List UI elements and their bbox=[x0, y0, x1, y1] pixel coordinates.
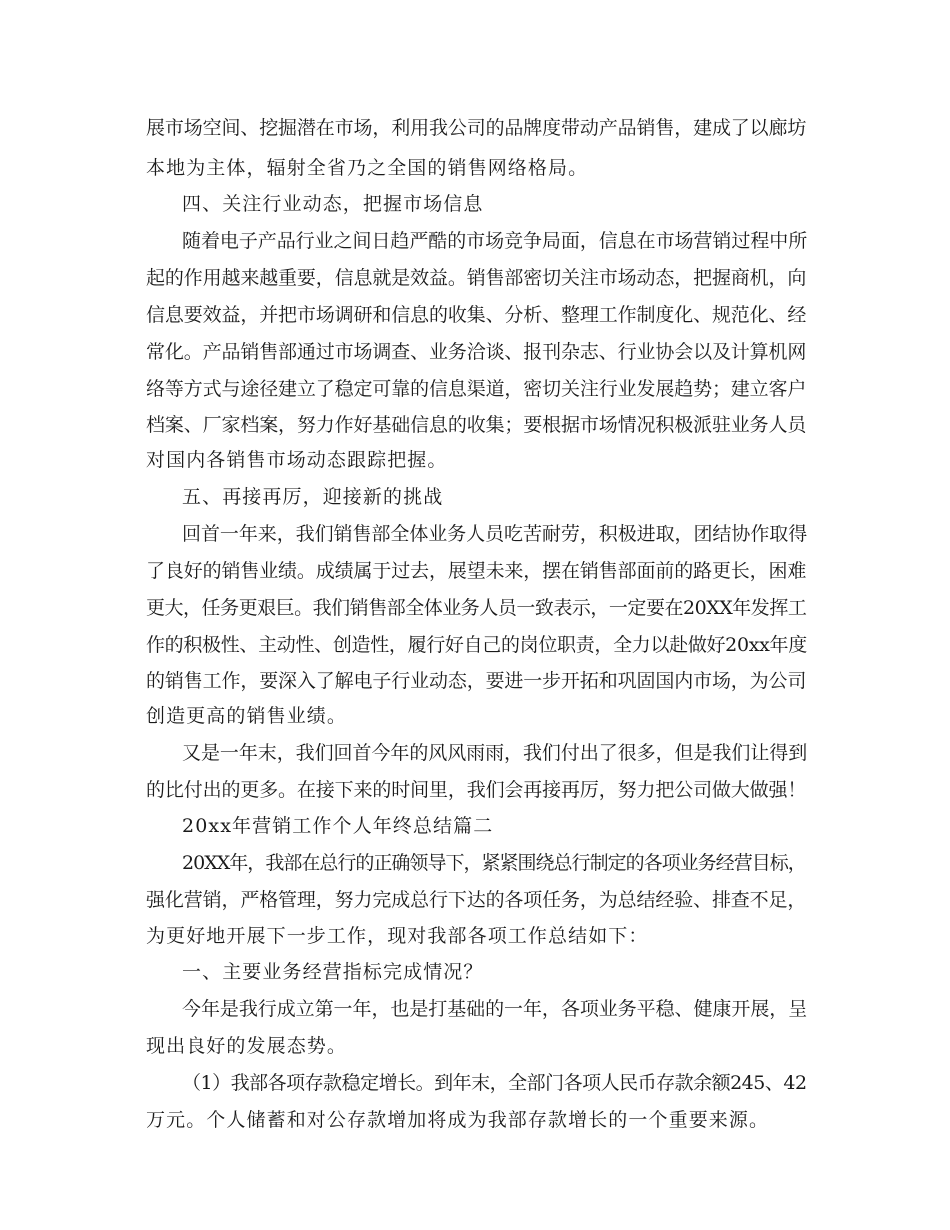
text-line: （1）我部各项存款稳定增长。到年末，全部门各项人民币存款余额245、42 bbox=[182, 1072, 807, 1094]
text-line: 回首一年来，我们销售部全体业务人员吃苦耐劳，积极进取，团结协作取得 bbox=[182, 523, 808, 545]
section-heading: 五、再接再厉，迎接新的挑战 bbox=[182, 486, 444, 508]
section-heading: 20xx年营销工作个人年终总结篇二 bbox=[182, 815, 494, 837]
text-line: 对国内各销售市场动态跟踪把握。 bbox=[146, 449, 448, 471]
text-line: 信息要效益，并把市场调研和信息的收集、分析、整理工作制度化、规范化、经 bbox=[146, 304, 807, 326]
text-line: 随着电子产品行业之间日趋严酷的市场竞争局面，信息在市场营销过程中所 bbox=[182, 230, 808, 252]
text-line: 起的作用越来越重要，信息就是效益。销售部密切关注市场动态，把握商机，向 bbox=[146, 267, 807, 289]
section-heading: 四、关注行业动态，把握市场信息 bbox=[182, 193, 484, 215]
text-line: 络等方式与途径建立了稳定可靠的信息渠道，密切关注行业发展趋势；建立客户 bbox=[146, 378, 807, 400]
text-line: 今年是我行成立第一年，也是打基础的一年，各项业务平稳、健康开展，呈 bbox=[182, 998, 808, 1020]
text-line: 本地为主体，辐射全省乃之全国的销售网络格局。 bbox=[146, 157, 589, 179]
text-line: 万元。个人储蓄和对公存款增加将成为我部存款增长的一个重要来源。 bbox=[146, 1109, 770, 1131]
text-line: 强化营销，严格管理，努力完成总行下达的各项任务，为总结经验、排查不足， bbox=[146, 889, 807, 911]
text-line: 更大，任务更艰巨。我们销售部全体业务人员一致表示，一定要在20XX年发挥工 bbox=[146, 597, 807, 619]
text-line: 作的积极性、主动性、创造性，履行好自己的岗位职责，全力以赴做好20xx年度 bbox=[146, 634, 807, 656]
text-line: 常化。产品销售部通过市场调查、业务洽谈、报刊杂志、行业协会以及计算机网 bbox=[146, 341, 807, 363]
text-line: 档案、厂家档案，努力作好基础信息的收集；要根据市场情况积极派驻业务人员 bbox=[146, 414, 807, 436]
text-line: 的比付出的更多。在接下来的时间里，我们会再接再厉，努力把公司做大做强！ bbox=[146, 779, 807, 801]
text-line: 展市场空间、挖掘潜在市场，利用我公司的品牌度带动产品销售，建成了以廊坊 bbox=[146, 117, 807, 139]
text-line: 为更好地开展下一步工作，现对我部各项工作总结如下： bbox=[146, 925, 649, 947]
text-line: 又是一年末，我们回首今年的风风雨雨，我们付出了很多，但是我们让得到 bbox=[182, 742, 808, 764]
text-line: 创造更高的销售业绩。 bbox=[146, 705, 348, 727]
text-line: 现出良好的发展态势。 bbox=[146, 1035, 348, 1057]
section-heading: 一、主要业务经营指标完成情况？ bbox=[182, 961, 484, 983]
text-line: 20XX年，我部在总行的正确领导下，紧紧围绕总行制定的各项业务经营目标， bbox=[182, 852, 806, 874]
text-line: 了良好的销售业绩。成绩属于过去，展望未来，摆在销售部面前的路更长，困难 bbox=[146, 560, 807, 582]
text-line: 的销售工作，要深入了解电子行业动态，要进一步开拓和巩固国内市场，为公司 bbox=[146, 670, 807, 692]
